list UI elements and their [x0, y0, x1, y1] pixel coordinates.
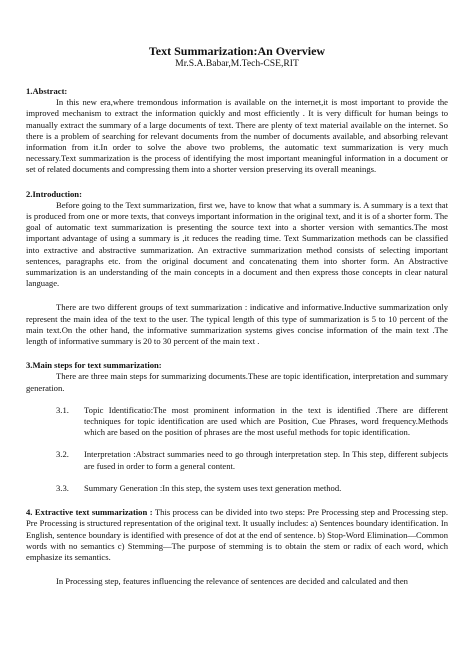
- extractive-body: This process can be divided into two steps: Pre Processing step and Processing step. Pre Processing is structured representation of the original text. It usually includes: a) Sentences boundary identification. In English, sentence boundary is identified with presence of dot at the end of sentence. b) Stop-Word Elimination—Common words with no semantics c) Stemming—The purpose of stemming is to obtain the stem or radix of each word, which emphasize its semantics.: [26, 507, 448, 562]
- list-item: [56, 449, 448, 471]
- extractive-heading: . Extractive text summarization :: [30, 507, 153, 518]
- list-item: [56, 483, 448, 494]
- paper-title: Text Summarization:An Overview: [148, 44, 326, 58]
- main-steps-heading: 3.Main steps for text summarization:: [26, 360, 162, 371]
- list-item-text: Summary Generation :In this step, the system uses text generation method.: [84, 482, 342, 493]
- paper-author: Mr.S.A.Babar,M.Tech-CSE,RIT: [175, 58, 299, 69]
- abstract-heading: 1.Abstract:: [26, 86, 68, 96]
- list-item-number: 3.1.: [56, 404, 69, 415]
- list-item: [56, 405, 448, 439]
- list-item-text: Interpretation :Abstract summaries need to go through interpretation step. In This step, different subjects are fused in order to form a general content.: [84, 449, 448, 471]
- main-steps-intro: There are three main steps for summarizing documents.These are topic identification, interpretation and summary generation.: [26, 371, 448, 393]
- introduction-paragraph-1: Before going to the Text summarization, first we, have to know that what a summary is. A summary is a text that is produced from one or more texts, that conveys important information in the original text, and it is of a shorter form. The goal of automatic text summarization is presenting the source text into a shorter version with semantics.The most important advantage of using a summary is ,it reduces the reading time. Text Summarization methods can be classified into extractive and abstractive summarization. An extractive summarization method consists of selecting important sentences, paragraphs etc. from the original document and concatenating them into shorter form. An Abstractive summarization is an understanding of the main concepts in a document and then express those concepts in clear natural language.: [26, 199, 448, 289]
- introduction-paragraph-2: There are two different groups of text summarization : indicative and informative.Inductive summarization only represent the main idea of the text to the user. The typical length of this type of summarization is 5 to 10 percent of the main text.On the other hand, the informative summarization systems gives concise information of the main text .The length of informative summary is 20 to 30 percent of the main text .: [26, 302, 448, 347]
- introduction-heading: 2.Introduction:: [26, 188, 82, 199]
- list-item-number: 3.2.: [56, 449, 69, 460]
- abstract-body: In this new era,where tremondous information is available on the internet,it is most important to provide the improved mechanism to extract the information quickly and most efficiently . It is very difficult for human beings to manually extract the summary of a large documents of text. There are plenty of text material available on the internet. So there is a problem of searching for relevant documents from the number of documents available, and absorbing relevant information from it.In order to solve the above two problems, the automatic text summarization is very much necessary.Text summarization is the process of identifying the most important meaningful information in a document or set of related documents and compressing them into a shorter version preserving its overall meanings.: [26, 97, 448, 175]
- list-item-text: Topic Identificatio:The most prominent information in the text is identified .There are different techniques for topic identification are used which are Position, Cue Phrases, word frequency.Methods which are based on the position of phrases are the most useful methods for topic identification.: [84, 404, 448, 438]
- extractive-number: 4: [26, 507, 31, 518]
- list-item-number: 3.3.: [56, 482, 69, 493]
- extractive-paragraph-2: In Processing step, features influencing the relevance of sentences are decided and calculated and then: [56, 576, 408, 587]
- extractive-paragraph: [26, 507, 448, 563]
